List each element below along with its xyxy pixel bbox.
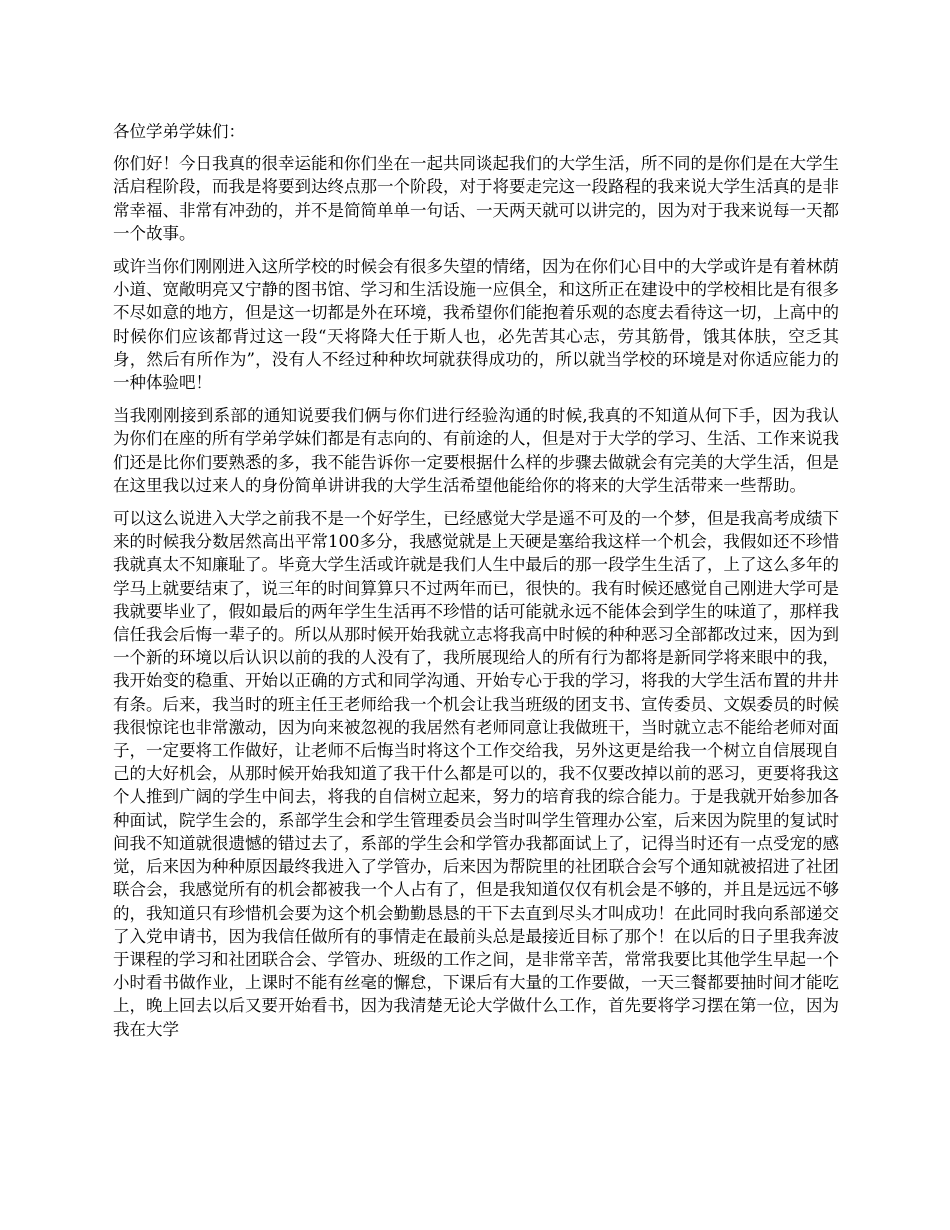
paragraph-2: 或许当你们刚刚进入这所学校的时候会有很多失望的情绪，因为在你们心目中的大学或许是有着林荫小道、宽敞明亮又宁静的图书馆、学习和生活设施一应俱全，和这所正在建设中的学校相比是有很多不尽如意的地方，但是这一切都是外在环境，我希望你们能抱着乐观的态度去看待这一切，上高中的时候你们应该都背过这一段“天将降大任于斯人也，必先苦其心志，劳其筋骨，饿其体肤，空乏其身，然后有所作为”，没有人不经过种种坎坷就获得成功的，所以就当学校的环境是对你适应能力的一种体验吧！: [113, 257, 839, 393]
document-page: [113, 120, 839, 1051]
paragraph-3: 当我刚刚接到系部的通知说要我们俩与你们进行经验沟通的时候,我真的不知道从何下手，因为我认为你们在座的所有学弟学妹们都是有志向的、有前途的人，但是对于大学的学习、生活、工作来说我们还是比你们要熟悉的多，我不能告诉你一定要根据什么样的步骤去做就会有完美的大学生活，但是在这里我以过来人的身份简单讲讲我的大学生活希望他能给你的将来的大学生活带来一些帮助。: [113, 406, 839, 495]
greeting: 各位学弟学妹们：: [113, 122, 245, 141]
paragraph-4: 可以这么说进入大学之前我不是一个好学生，已经感觉大学是遥不可及的一个梦，但是我高考成绩下来的时候我分数居然高出平常100多分，我感觉就是上天硬是塞给我这样一个机会，我假如还不珍惜我就真太不知廉耻了。毕竟大学生活或许就是我们人生中最后的那一段学生生活了，上了这么多年的学马上就要结束了，说三年的时间算算只不过两年而已，很快的。我有时候还感觉自己刚进大学可是我就要毕业了，假如最后的两年学生生活再不珍惜的话可能就永远不能体会到学生的味道了，那样我信任我会后悔一辈子的。所以从那时候开始我就立志将我高中时候的种种恶习全部都改过来，因为到一个新的环境以后认识以前的我的人没有了，我所展现给人的所有行为都将是新同学将来眼中的我，我开始变的稳重、开始以正确的方式和同学沟通、开始专心于我的学习，将我的大学生活布置的井井有条。后来，我当时的班主任王老师给我一个机会让我当班级的团支书、宣传委员、文娱委员的时候我很惊诧也非常激动，因为向来被忽视的我居然有老师同意让我做班干，当时就立志不能给老师对面子，一定要将工作做好，让老师不后悔当时将这个工作交给我，另外这更是给我一个树立自信展现自己的大好机会，从那时候开始我知道了我干什么都是可以的，我不仅要改掉以前的恶习，更要将我这个人推到广阔的学生中间去，将我的自信树立起来，努力的培育我的综合能力。于是我就开始参加各种面试，院学生会的，系部学生会和学生管理委员会当时叫学生管理办公室，后来因为院里的复试时间我不知道就很遗憾的错过去了，系部的学生会和学管办我都面试上了，记得当时还有一点受宠的感觉，后来因为种种原因最终我进入了学管办，后来因为帮院里的社团联合会写个通知就被招进了社团联合会，我感觉所有的机会都被我一个人占有了，但是我知道仅仅有机会是不够的，并且是远远不够的，我知道只有珍惜机会要为这个机会勤勤恳恳的干下去直到尽头才叫成功！在此同时我向系部递交了入党申请书，因为我信任做所有的事情走在最前头总是最接近目标了那个！在以后的日子里我奔波于课程的学习和社团联合会、学管办、班级的工作之间，是非常辛苦，常常我要比其他学生早起一个小时看书做作业，上课时不能有丝毫的懈怠，下课后有大量的工作要做，一天三餐都要抽时间才能吃上，晚上回去以后又要开始看书，因为我清楚无论大学做什么工作，首先要将学习摆在第一位，因为我在大学: [113, 509, 839, 1039]
paragraph-1: 你们好！今日我真的很幸运能和你们坐在一起共同谈起我们的大学生活，所不同的是你们是在大学生活启程阶段，而我是将要到达终点那一个阶段，对于将要走完这一段路程的我来说大学生活真的是非常幸福、非常有冲劲的，并不是简简单单一句话、一天两天就可以讲完的，因为对于我来说每一天都一个故事。: [113, 154, 839, 243]
